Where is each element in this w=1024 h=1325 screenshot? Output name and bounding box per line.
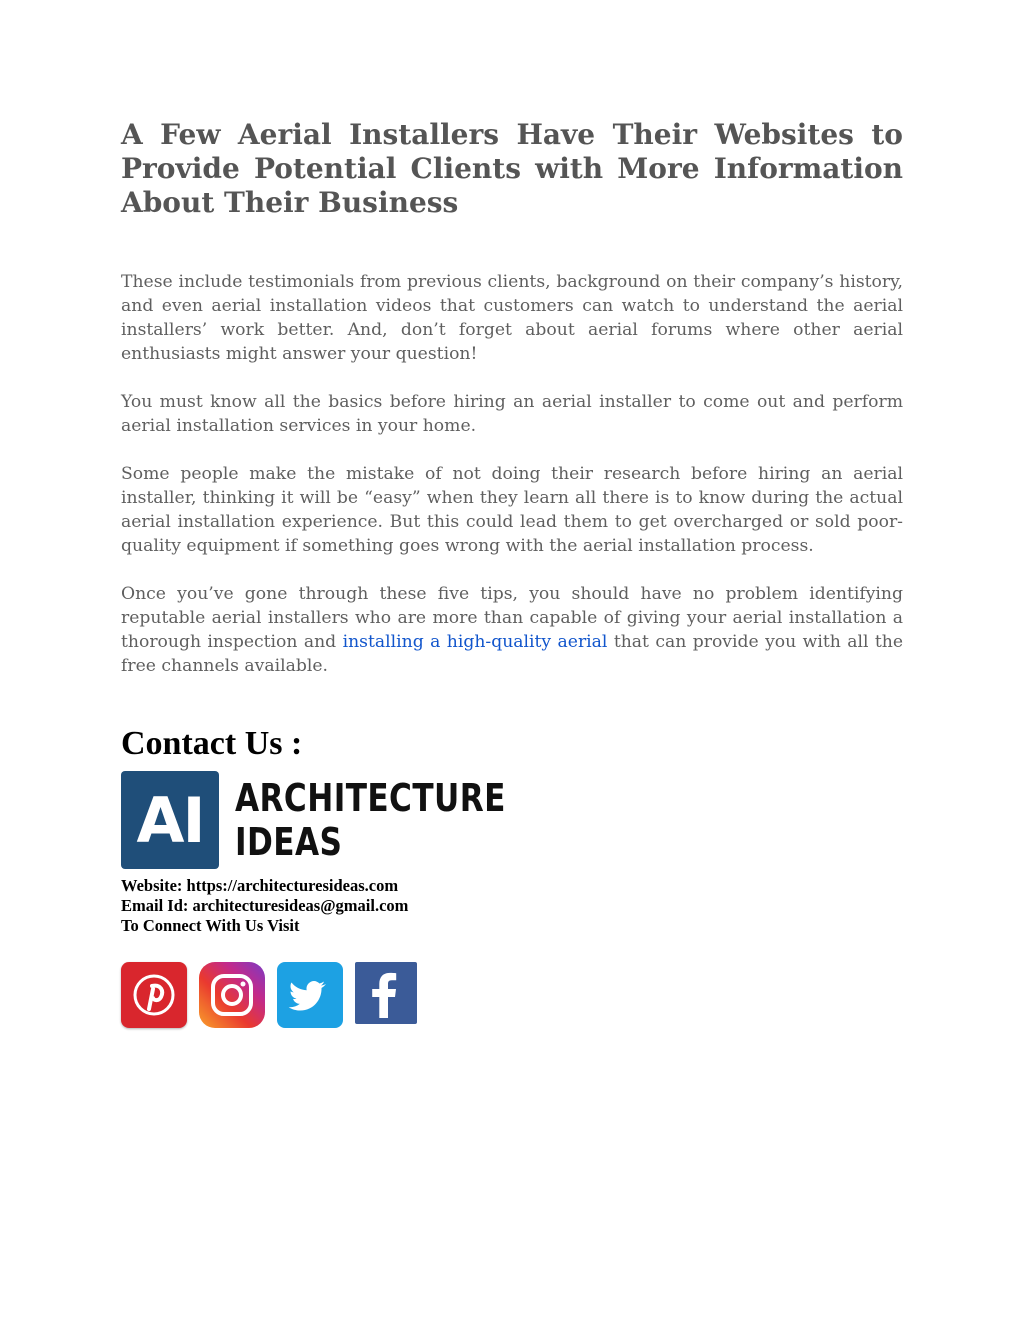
website-line[interactable]: Website: https://architecturesideas.com	[121, 876, 399, 895]
aerial-installation-link[interactable]: installing a high-quality aerial	[342, 632, 608, 652]
paragraph-2: You must know all the basics before hiring an aerial installer to come out and perform aerial installation services in your home.	[121, 392, 903, 436]
email-line[interactable]: Email Id: architecturesideas@gmail.com	[121, 896, 409, 915]
twitter-icon[interactable]	[277, 962, 343, 1028]
paragraph-3: Some people make the mistake of not doing their research before hiring an aerial installer, thinking it will be “easy” when they learn all there is to know during the actual aerial installation experience. But this could lead them to get overcharged or sold poor-quality equipment if something goes wrong with the aerial installation process.	[121, 464, 903, 556]
social-icons	[121, 962, 903, 1028]
document-page	[121, 118, 903, 1028]
article-body	[121, 270, 903, 678]
page-title: A Few Aerial Installers Have Their Websites to Provide Potential Clients with More Information About Their Business	[121, 118, 903, 219]
paragraph-1: These include testimonials from previous clients, background on their company’s history, and even aerial installation videos that customers can watch to understand the aerial installers’ work better. And, don’t forget about aerial forums where other aerial enthusiasts might answer your question!	[121, 272, 903, 364]
facebook-icon[interactable]	[355, 962, 417, 1024]
contact-heading: Contact Us :	[121, 725, 303, 762]
paragraph-4-text-end: that can provide you with all the free channels available.	[121, 632, 903, 676]
paragraph-4	[121, 582, 903, 678]
logo-line-1: ARCHITECTURE	[235, 776, 506, 820]
architecture-ideas-logo	[121, 770, 903, 870]
instagram-icon[interactable]	[199, 962, 265, 1028]
pinterest-icon[interactable]	[121, 962, 187, 1028]
contact-details	[121, 876, 903, 936]
logo-wordmark	[235, 776, 506, 864]
logo-mark: AI	[121, 771, 219, 869]
logo-line-2: IDEAS	[235, 820, 343, 864]
connect-line: To Connect With Us Visit	[121, 916, 300, 935]
paragraph-4-text-start: Once you’ve gone through these five tips, you should have no problem identifying reputable aerial installers who are more than capable of giving your aerial installation a thorough inspection and	[121, 584, 903, 652]
